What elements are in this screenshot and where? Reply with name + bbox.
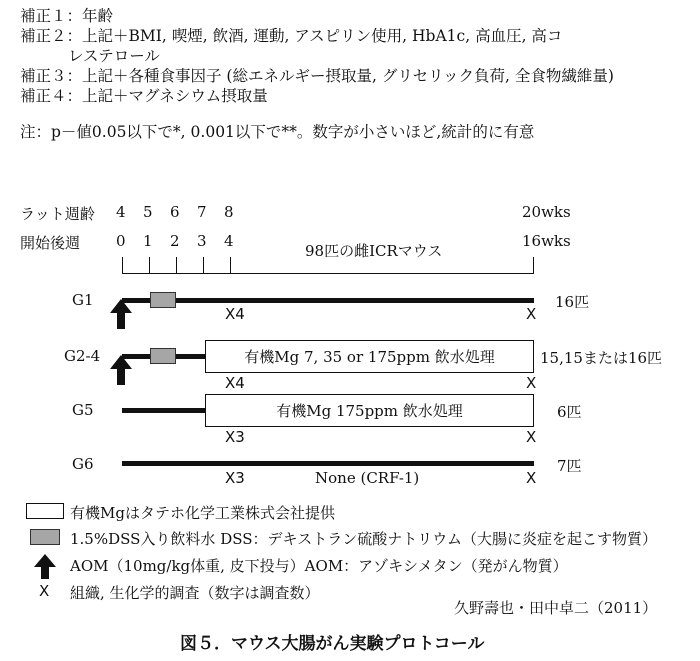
group-g2-4-count: 15,15または16匹 (540, 349, 663, 367)
group-g1-label: G1 (72, 291, 94, 309)
group-g5-bar (122, 408, 207, 413)
timeline-axis (122, 273, 534, 274)
group-g5-count: 6匹 (557, 403, 582, 421)
week-3: 3 (197, 232, 207, 250)
legend-mg-swatch (26, 503, 64, 519)
legend-dss-swatch (30, 529, 60, 545)
legend-dss: 1.5%DSS入り飲料水 DSS：デキストラン硫酸ナトリウム（大腸に炎症を起こす物質） (70, 530, 658, 548)
group-g6-center-text: None (CRF-1) (315, 469, 420, 487)
note-line-3: レステロール (68, 47, 160, 65)
group-g6-label: G6 (72, 455, 94, 473)
age-4: 4 (116, 203, 126, 221)
group-g2-4-sample: X4 (225, 374, 245, 392)
note-line-1: 補正１：年齢 (20, 7, 114, 25)
group-g5-sample: X3 (225, 428, 245, 446)
age-5: 5 (143, 203, 153, 221)
tick-2 (176, 257, 177, 273)
significance-note: 注：p－値0.05以下で*, 0.001以下で**。数字が小さいほど,統計的に有意 (20, 123, 535, 141)
note-line-2: 補正２：上記＋BMI, 喫煙, 飲酒, 運動, アスピリン使用, HbA1c, 高血圧, 高コ (20, 27, 563, 45)
age-label: ラット週齢 (20, 205, 95, 223)
group-g2-4-treatment-box (205, 340, 534, 373)
tick-0 (122, 257, 123, 273)
group-g6-sample: X3 (225, 469, 245, 487)
legend-sampling: 組織, 生化学的調査（数字は調査数） (70, 584, 320, 602)
legend-aom-arrow-icon (32, 552, 58, 580)
week-4: 4 (224, 232, 234, 250)
week-2: 2 (170, 232, 180, 250)
age-7: 7 (197, 203, 207, 221)
dss-box (150, 292, 176, 308)
group-g1-sample: X4 (225, 305, 245, 323)
start-label: 開始後週 (20, 234, 81, 252)
dss-box (150, 348, 176, 364)
group-g5-end-x: X (526, 428, 537, 446)
group-g5-treatment-text: 有機Mg 175ppm 飲水処理 (276, 402, 463, 420)
legend-mg: 有機Mgはタテホ化学工業株式会社提供 (70, 504, 335, 522)
group-g5-label: G5 (72, 401, 94, 419)
age-8: 8 (224, 203, 234, 221)
group-g1-bar (122, 298, 534, 303)
figure-caption: 図５．マウス大腸がん実験プロトコール (180, 634, 485, 654)
credit: 久野壽也・田中卓二（2011） (454, 599, 658, 617)
tick-3 (203, 257, 204, 273)
group-g6-end-x: X (526, 469, 537, 487)
group-g1-count: 16匹 (555, 293, 590, 311)
tick-1 (149, 257, 150, 273)
start-end: 16wks (522, 232, 571, 250)
legend-aom: AOM（10mg/kg体重, 皮下投与）AOM：アゾキシメタン（発がん物質） (70, 557, 568, 575)
rats-label: 98匹の雌ICRマウス (305, 242, 443, 260)
tick-end (533, 257, 534, 273)
age-end: 20wks (522, 203, 571, 221)
group-g6-count: 7匹 (557, 457, 582, 475)
note-line-5: 補正４：上記＋マグネシウム摂取量 (20, 87, 268, 105)
group-g6-bar (122, 461, 534, 466)
group-g2-4-treatment-text: 有機Mg 7, 35 or 175ppm 飲水処理 (244, 348, 495, 366)
tick-4 (230, 257, 231, 273)
note-line-4: 補正３：上記＋各種食事因子 (総エネルギー摂取量, グリセリック負荷, 全食物繊維量) (20, 67, 614, 85)
legend-x-mark: X (39, 582, 50, 600)
group-g2-4-label: G2-4 (64, 347, 101, 365)
group-g1-end-x: X (526, 305, 537, 323)
group-g2-4-end-x: X (526, 374, 537, 392)
week-0: 0 (116, 232, 126, 250)
week-1: 1 (143, 232, 153, 250)
age-6: 6 (170, 203, 180, 221)
group-g5-treatment-box (205, 394, 534, 427)
